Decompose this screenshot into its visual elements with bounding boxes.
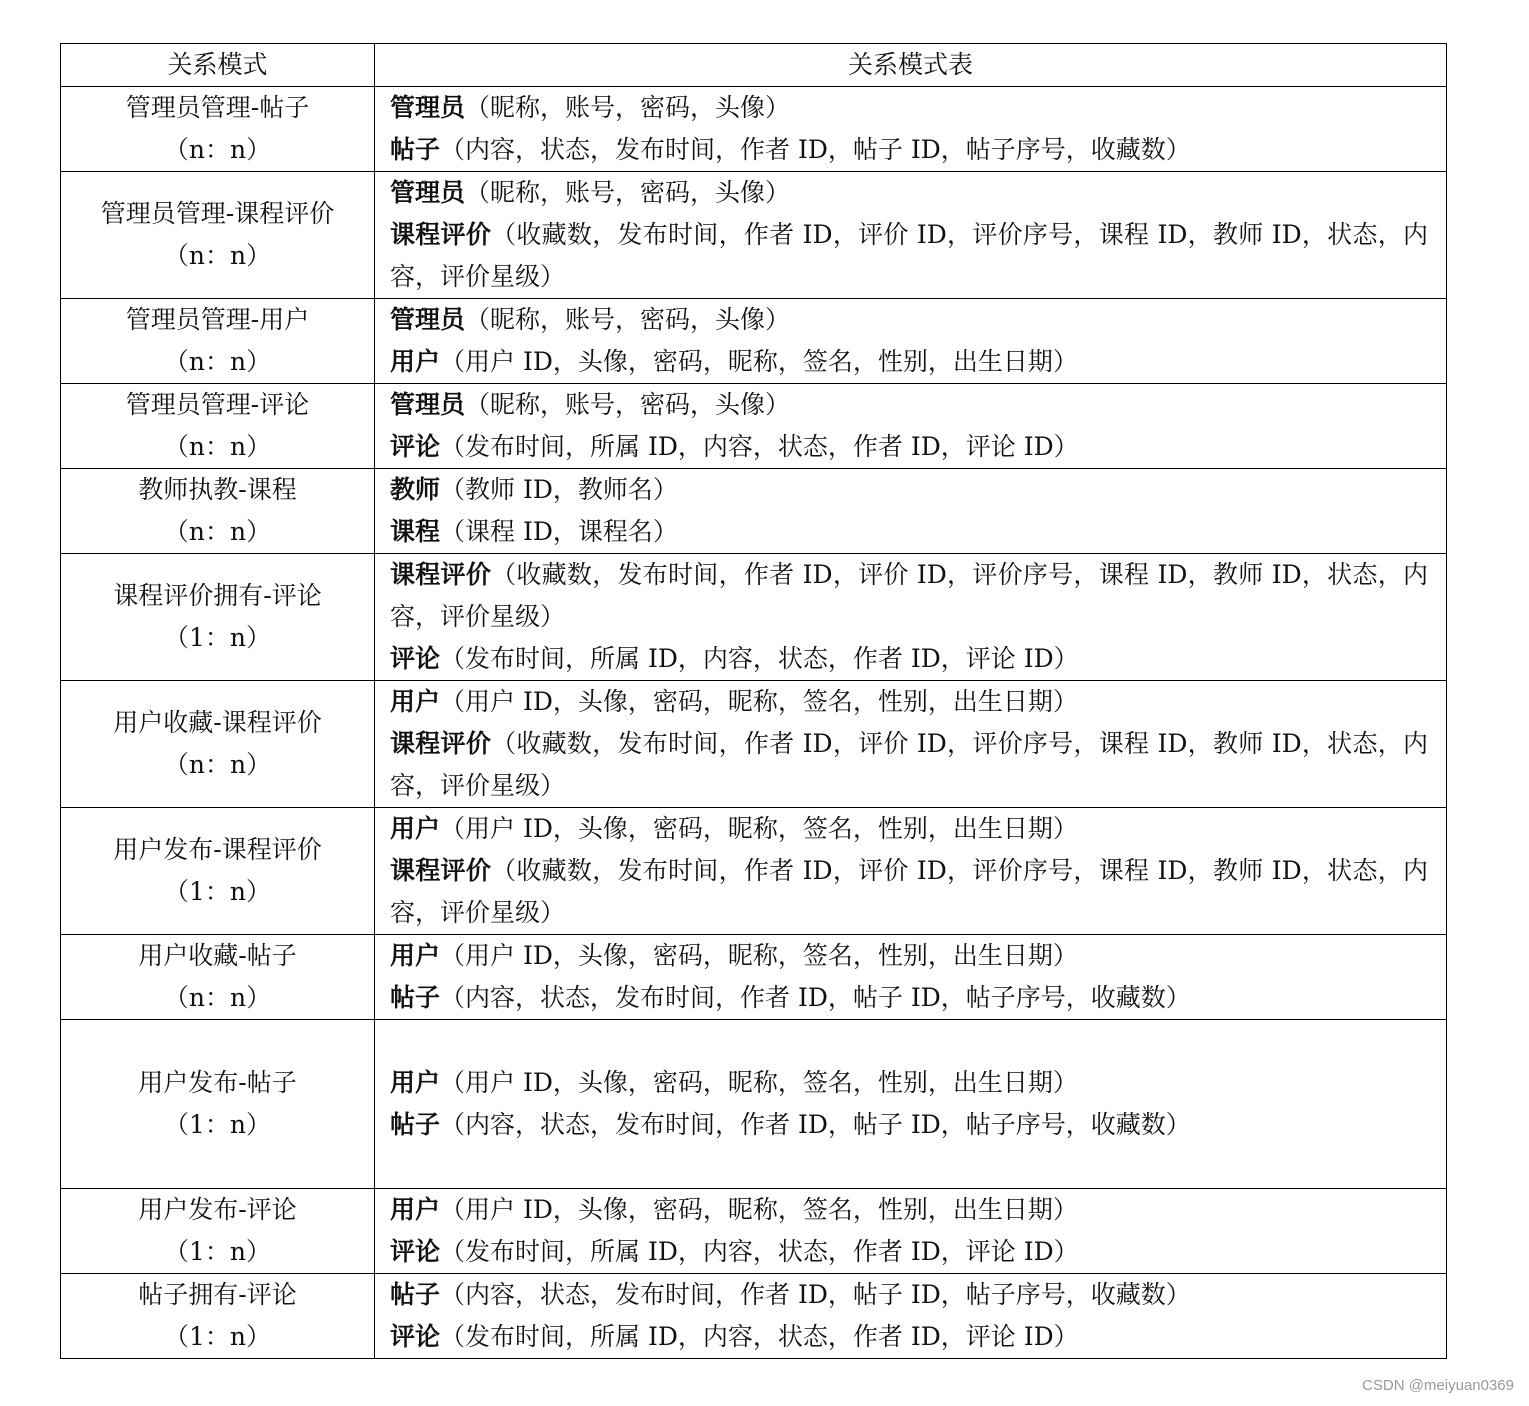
entity-name: 用户 bbox=[390, 941, 441, 970]
entity-name: 帖子 bbox=[390, 1110, 441, 1139]
entity-name: 评论 bbox=[390, 432, 441, 461]
entity-schema bbox=[390, 172, 1428, 214]
schema-cell bbox=[375, 384, 1447, 469]
cardinality: （n：n） bbox=[163, 135, 272, 164]
schema-cell bbox=[375, 1020, 1447, 1189]
relation-name: 用户收藏-课程评价 bbox=[113, 708, 322, 737]
cardinality: （1：n） bbox=[163, 877, 271, 906]
entity-name: 管理员 bbox=[390, 93, 466, 122]
entity-schema bbox=[390, 129, 1428, 171]
relation-name: 用户发布-课程评价 bbox=[113, 835, 322, 864]
entity-name: 评论 bbox=[390, 644, 441, 673]
entity-attributes: （昵称，账号，密码，头像） bbox=[465, 93, 791, 122]
entity-schema bbox=[390, 554, 1428, 638]
entity-schema bbox=[390, 1231, 1428, 1273]
relation-name: 用户发布-评论 bbox=[138, 1195, 297, 1224]
entity-schema bbox=[390, 723, 1428, 807]
table-row bbox=[61, 808, 1447, 935]
table-row bbox=[61, 681, 1447, 808]
entity-schema bbox=[390, 1104, 1428, 1146]
relation-cell bbox=[61, 299, 375, 384]
entity-attributes: （内容，状态，发布时间，作者 ID，帖子 ID，帖子序号，收藏数） bbox=[440, 1110, 1191, 1139]
entity-name: 教师 bbox=[390, 475, 441, 504]
watermark: CSDN @meiyuan0369 bbox=[1362, 1377, 1514, 1394]
table-row bbox=[61, 935, 1447, 1020]
cardinality: （n：n） bbox=[163, 517, 272, 546]
entity-attributes: （教师 ID，教师名） bbox=[440, 475, 678, 504]
relation-cell bbox=[61, 87, 375, 172]
entity-schema bbox=[390, 850, 1428, 934]
cardinality: （1：n） bbox=[163, 623, 271, 652]
entity-schema bbox=[390, 469, 1428, 511]
entity-attributes: （昵称，账号，密码，头像） bbox=[465, 178, 791, 207]
table-row bbox=[61, 469, 1447, 554]
entity-schema bbox=[390, 977, 1428, 1019]
entity-attributes: （内容，状态，发布时间，作者 ID，帖子 ID，帖子序号，收藏数） bbox=[440, 983, 1191, 1012]
entity-name: 评论 bbox=[390, 1322, 441, 1351]
entity-schema bbox=[390, 1189, 1428, 1231]
cardinality: （n：n） bbox=[163, 983, 272, 1012]
relation-name: 管理员管理-课程评价 bbox=[100, 199, 335, 228]
entity-attributes: （发布时间，所属 ID，内容，状态，作者 ID，评论 ID） bbox=[440, 432, 1079, 461]
entity-attributes: （用户 ID，头像，密码，昵称，签名，性别，出生日期） bbox=[440, 814, 1078, 843]
entity-attributes: （收藏数，发布时间，作者 ID，评价 ID，评价序号，课程 ID，教师 ID，状态，内容，评价星级） bbox=[390, 729, 1428, 800]
entity-name: 管理员 bbox=[390, 390, 466, 419]
entity-schema bbox=[390, 638, 1428, 680]
relation-name: 管理员管理-帖子 bbox=[125, 93, 310, 122]
entity-attributes: （收藏数，发布时间，作者 ID，评价 ID，评价序号，课程 ID，教师 ID，状态，内容，评价星级） bbox=[390, 220, 1428, 291]
relation-schema-table bbox=[60, 43, 1447, 1359]
cardinality: （n：n） bbox=[163, 750, 272, 779]
entity-attributes: （收藏数，发布时间，作者 ID，评价 ID，评价序号，课程 ID，教师 ID，状态，内容，评价星级） bbox=[390, 856, 1428, 927]
schema-cell bbox=[375, 1189, 1447, 1274]
entity-name: 课程评价 bbox=[390, 560, 492, 589]
table-row bbox=[61, 554, 1447, 681]
table-row bbox=[61, 1020, 1447, 1189]
entity-name: 管理员 bbox=[390, 305, 466, 334]
relation-cell bbox=[61, 935, 375, 1020]
schema-cell bbox=[375, 87, 1447, 172]
schema-cell bbox=[375, 554, 1447, 681]
entity-schema bbox=[390, 935, 1428, 977]
entity-name: 用户 bbox=[390, 1068, 441, 1097]
header-row bbox=[61, 44, 1447, 87]
entity-attributes: （用户 ID，头像，密码，昵称，签名，性别，出生日期） bbox=[440, 1195, 1078, 1224]
entity-schema bbox=[390, 681, 1428, 723]
entity-name: 评论 bbox=[390, 1237, 441, 1266]
entity-attributes: （用户 ID，头像，密码，昵称，签名，性别，出生日期） bbox=[440, 347, 1078, 376]
entity-schema bbox=[390, 1316, 1428, 1358]
schema-cell bbox=[375, 299, 1447, 384]
table-row bbox=[61, 172, 1447, 299]
entity-schema bbox=[390, 341, 1428, 383]
schema-cell bbox=[375, 1274, 1447, 1359]
relation-cell bbox=[61, 172, 375, 299]
entity-schema bbox=[390, 511, 1428, 553]
relation-name: 课程评价拥有-评论 bbox=[113, 581, 322, 610]
cardinality: （1：n） bbox=[163, 1322, 271, 1351]
entity-schema bbox=[390, 808, 1428, 850]
entity-schema bbox=[390, 1274, 1428, 1316]
relation-cell bbox=[61, 808, 375, 935]
relation-name: 教师执教-课程 bbox=[138, 475, 297, 504]
relation-cell bbox=[61, 1274, 375, 1359]
relation-cell bbox=[61, 384, 375, 469]
relation-cell bbox=[61, 554, 375, 681]
entity-attributes: （发布时间，所属 ID，内容，状态，作者 ID，评论 ID） bbox=[440, 644, 1079, 673]
entity-schema bbox=[390, 1062, 1428, 1104]
entity-name: 用户 bbox=[390, 687, 441, 716]
entity-schema bbox=[390, 426, 1428, 468]
schema-cell bbox=[375, 469, 1447, 554]
table-body bbox=[61, 87, 1447, 1359]
entity-name: 用户 bbox=[390, 1195, 441, 1224]
entity-schema bbox=[390, 87, 1428, 129]
entity-attributes: （发布时间，所属 ID，内容，状态，作者 ID，评论 ID） bbox=[440, 1237, 1079, 1266]
relation-name: 帖子拥有-评论 bbox=[138, 1280, 297, 1309]
entity-attributes: （昵称，账号，密码，头像） bbox=[465, 390, 791, 419]
schema-cell bbox=[375, 172, 1447, 299]
relation-cell bbox=[61, 1189, 375, 1274]
entity-attributes: （课程 ID，课程名） bbox=[440, 517, 678, 546]
entity-name: 管理员 bbox=[390, 178, 466, 207]
table-row bbox=[61, 384, 1447, 469]
entity-attributes: （内容，状态，发布时间，作者 ID，帖子 ID，帖子序号，收藏数） bbox=[440, 135, 1191, 164]
entity-name: 课程评价 bbox=[390, 220, 492, 249]
entity-attributes: （用户 ID，头像，密码，昵称，签名，性别，出生日期） bbox=[440, 687, 1078, 716]
relation-name: 管理员管理-评论 bbox=[125, 390, 310, 419]
entity-attributes: （发布时间，所属 ID，内容，状态，作者 ID，评论 ID） bbox=[440, 1322, 1079, 1351]
entity-attributes: （昵称，账号，密码，头像） bbox=[465, 305, 791, 334]
table-row bbox=[61, 1274, 1447, 1359]
entity-schema bbox=[390, 214, 1428, 298]
relation-name: 管理员管理-用户 bbox=[125, 305, 310, 334]
entity-schema bbox=[390, 299, 1428, 341]
relation-cell bbox=[61, 469, 375, 554]
entity-name: 帖子 bbox=[390, 983, 441, 1012]
schema-cell bbox=[375, 808, 1447, 935]
entity-attributes: （用户 ID，头像，密码，昵称，签名，性别，出生日期） bbox=[440, 1068, 1078, 1097]
relation-cell bbox=[61, 681, 375, 808]
cardinality: （n：n） bbox=[163, 241, 272, 270]
entity-name: 课程评价 bbox=[390, 729, 492, 758]
header-schema: 关系模式表 bbox=[375, 44, 1447, 87]
table-row bbox=[61, 1189, 1447, 1274]
header-relation: 关系模式 bbox=[61, 44, 375, 87]
entity-attributes: （内容，状态，发布时间，作者 ID，帖子 ID，帖子序号，收藏数） bbox=[440, 1280, 1191, 1309]
schema-cell bbox=[375, 935, 1447, 1020]
entity-name: 课程 bbox=[390, 517, 441, 546]
relation-name: 用户发布-帖子 bbox=[138, 1068, 297, 1097]
entity-attributes: （用户 ID，头像，密码，昵称，签名，性别，出生日期） bbox=[440, 941, 1078, 970]
cardinality: （1：n） bbox=[163, 1110, 271, 1139]
entity-name: 用户 bbox=[390, 347, 441, 376]
relation-name: 用户收藏-帖子 bbox=[138, 941, 297, 970]
entity-name: 帖子 bbox=[390, 135, 441, 164]
cardinality: （1：n） bbox=[163, 1237, 271, 1266]
entity-name: 用户 bbox=[390, 814, 441, 843]
entity-schema bbox=[390, 384, 1428, 426]
table-row bbox=[61, 299, 1447, 384]
entity-name: 课程评价 bbox=[390, 856, 492, 885]
entity-name: 帖子 bbox=[390, 1280, 441, 1309]
cardinality: （n：n） bbox=[163, 347, 272, 376]
cardinality: （n：n） bbox=[163, 432, 272, 461]
schema-cell bbox=[375, 681, 1447, 808]
table-row bbox=[61, 87, 1447, 172]
relation-cell bbox=[61, 1020, 375, 1189]
entity-attributes: （收藏数，发布时间，作者 ID，评价 ID，评价序号，课程 ID，教师 ID，状态，内容，评价星级） bbox=[390, 560, 1428, 631]
